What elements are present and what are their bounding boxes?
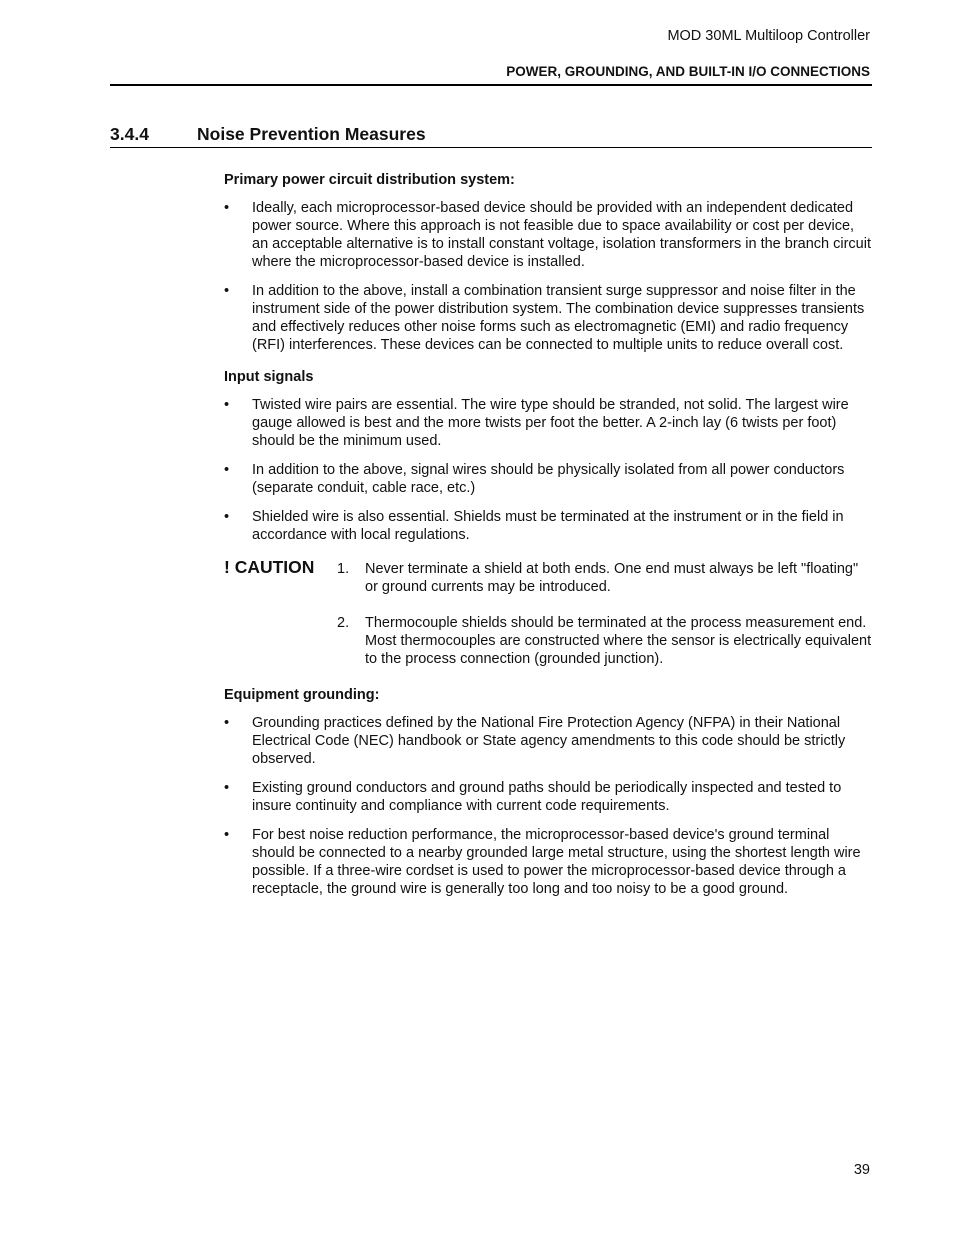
header-divider — [110, 84, 872, 86]
caution-item-text: Thermocouple shields should be terminated at the process measurement end. Most thermocouples are constructed where the sensor is electrically equivalent to the process connection (grounded junction). — [365, 615, 872, 667]
list-item-text: For best noise reduction performance, the microprocessor-based device's ground terminal should be connected to a nearby grounded large metal structure, using the shortest length wire possible. If a three-wire cordset is used to power the microprocessor-based device through a receptacle, the ground wire is generally too long and too noisy to be a good ground. — [252, 827, 861, 897]
caution-label: ! CAUTION — [224, 557, 315, 577]
caution-item-number: 1. — [337, 561, 350, 577]
list-item — [224, 714, 872, 768]
bullet-list — [224, 714, 872, 898]
list-item — [224, 826, 872, 898]
subheading: Equipment grounding: — [224, 687, 380, 703]
caution-item-text: Never terminate a shield at both ends. One end must always be left "floating" or ground currents may be introduced. — [365, 561, 859, 595]
input-signals-section — [224, 368, 872, 544]
heading-divider — [110, 147, 872, 148]
list-item — [224, 199, 872, 271]
bullet-icon: • — [224, 780, 230, 796]
list-item — [224, 461, 872, 497]
list-item — [224, 396, 872, 450]
section-heading — [110, 124, 872, 144]
running-header — [506, 28, 870, 80]
chapter-title: POWER, GROUNDING, AND BUILT-IN I/O CONNECTIONS — [506, 64, 870, 79]
caution-item — [337, 614, 872, 668]
document-title: MOD 30ML Multiloop Controller — [667, 28, 870, 44]
subheading: Primary power circuit distribution system: — [224, 172, 515, 188]
bullet-icon: • — [224, 200, 230, 216]
bullet-list — [224, 199, 872, 354]
caution-item-number: 2. — [337, 615, 350, 631]
list-item-text: Ideally, each microprocessor-based device should be provided with an independent dedicated power source. Where this approach is not feasible due to space availability or cost per device, an acceptable alternative is to install constant voltage, isolation transformers in the branch circuit where the microprocessor-based device is installed. — [252, 200, 871, 270]
body-content — [224, 171, 872, 914]
list-item-text: Grounding practices defined by the National Fire Protection Agency (NFPA) in their National Electrical Code (NEC) handbook or State agency amendments to this code should be strictly observed. — [252, 715, 846, 767]
list-item — [224, 282, 872, 354]
bullet-icon: • — [224, 827, 230, 843]
caution-list — [224, 560, 872, 668]
section-heading-title: Noise Prevention Measures — [197, 124, 426, 144]
bullet-icon: • — [224, 397, 230, 413]
list-item-text: Shielded wire is also essential. Shields must be terminated at the instrument or in the field in accordance with local regulations. — [252, 509, 844, 543]
power-distribution-section — [224, 171, 872, 354]
subheading: Input signals — [224, 369, 314, 385]
list-item-text: In addition to the above, install a combination transient surge suppressor and noise filter in the instrument side of the power distribution system. The combination device suppresses transients and effectively reduces other noise forms such as electromagnetic (EMI) and radio frequency (RFI) interferences. These devices can be connected to multiple units to reduce overall cost. — [252, 283, 865, 353]
list-item — [224, 508, 872, 544]
bullet-icon: • — [224, 283, 230, 299]
list-item-text: Existing ground conductors and ground paths should be periodically inspected and tested to insure continuity and compliance with current code requirements. — [252, 780, 842, 814]
bullet-icon: • — [224, 509, 230, 525]
section-number: 3.4.4 — [110, 124, 149, 144]
bullet-icon: • — [224, 462, 230, 478]
list-item-text: In addition to the above, signal wires should be physically isolated from all power conductors (separate conduit, cable race, etc.) — [252, 462, 845, 496]
list-item — [224, 779, 872, 815]
list-item-text: Twisted wire pairs are essential. The wire type should be stranded, not solid. The largest wire gauge allowed is best and the more twists per foot the better. A 2-inch lay (6 twists per foot) should be the minimum used. — [252, 397, 849, 449]
caution-item — [337, 560, 872, 596]
equipment-grounding-section — [224, 686, 872, 898]
bullet-icon: • — [224, 715, 230, 731]
caution-notice — [224, 557, 872, 668]
page-number: 39 — [853, 1162, 870, 1178]
bullet-list — [224, 396, 872, 544]
